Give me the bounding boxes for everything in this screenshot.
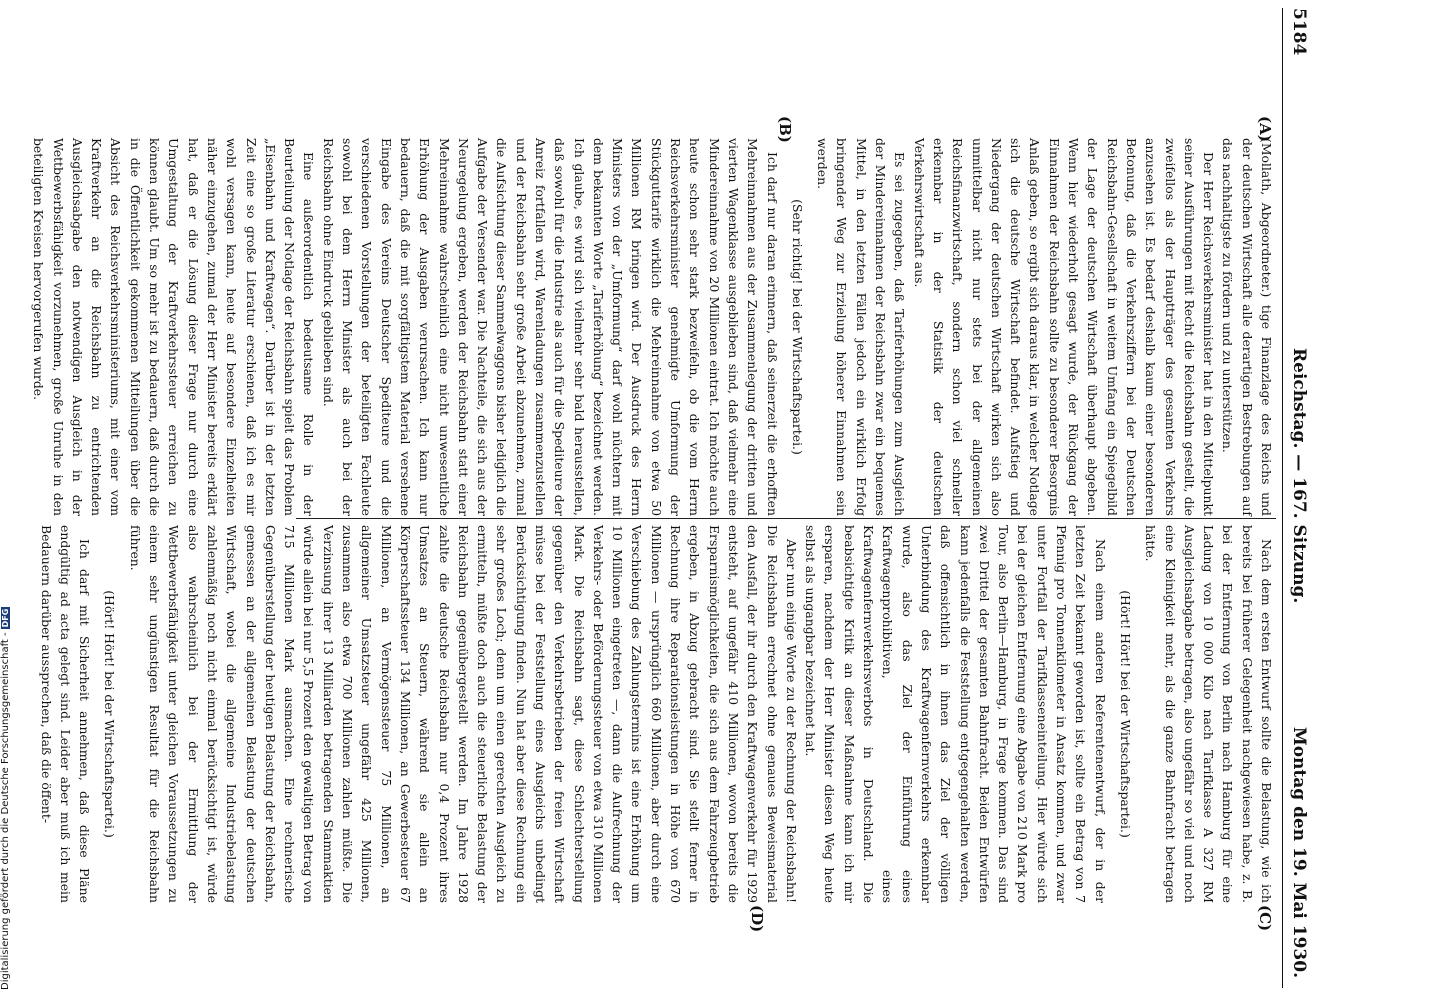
session-date: Montag den 19. Mai 1930.: [1289, 726, 1309, 978]
paragraph: Eine außerordentlich bedeutsame Rolle in der Beurteilung der Notlage der Reichsbahn spielt das Problem „Eisenbahn und Kraftwagen“. Darüber ist in der letzten Zeit eine so große Literatur erschienen, daß ich es mir wohl versagen kann, heute auf besondere Einzelheiten näher einzugehen, zumal der Herr Minister bereits erklärt hat, daß er die Lösung dieser Frage nur durch eine Umgestaltung der Kraftverkehrssteuer erreichen zu können glaubt. Um so mehr ist zu bedauern, daß durch die in die Öffentlichkeit gekommenen Mitteilungen über die Absicht des Reichsverkehrsministeriums, mit einer vom Kraftverkehr an die Reichsbahn zu entrichtenden Ausgleichsabgabe den notwendigen Ausgleich in der Wettbewerbsfähigkeit vorzunehmen, große Unruhe in den beteiligten Kreisen hervorgerufen wurde.: [31, 138, 317, 516]
paragraph: Ich darf mit Sicherheit annehmen, daß diese Pläne endgültig ad acta gelegt sind. Leider aber muß ich mein Bedauern darüber aussprechen, daß die öffent-: [38, 525, 93, 903]
margin-marker-a: (A): [1256, 116, 1274, 142]
column-divider: [296, 518, 1276, 519]
paragraph: Nach einem anderen Referentenentwurf, der in der letzten Zeit bekannt geworden ist, sollte ein Betrag von 7 Pfennig pro Tonnenkilometer in Ansatz kommen, und zwar unter Fortfall der Tarifklasseneinteilung. Hier würde sich bei der gleichen Entfernung eine Abgabe von 210 Mark pro Tour, also Berlin—Hamburg, in Frage kommen. Das sind zwei Drittel der gesamten Bahnfracht. Beiden Entwürfen kann jedenfalls die Feststellung entgegengehalten werden, daß offensichtlich in ihnen das Ziel der völligen Unterbindung des Kraftwagenfernverkehrs erkennbar wurde, also das Ziel der Einführung eines Kraftwagenprohibitiven, eines Kraftwagenfernverkehrsverbots in Deutschland. Die beabsichtigte Kritik an dieser Maßnahme kann ich mir ersparen, nachdem der Herr Minister diesen Weg heute selbst als ungangbar bezeichnet hat.: [803, 525, 1108, 903]
margin-marker-c: (C): [1256, 905, 1274, 932]
page-header: [1282, 8, 1309, 988]
digitization-credit: [0, 590, 11, 990]
margin-marker-d: (D): [748, 905, 766, 933]
dfg-logo: DFG: [1, 608, 10, 628]
left-column: [31, 138, 1276, 516]
credit-text: Digitalisierung gefördert durch die Deutsche Forschungsgemeinschaft -: [0, 632, 11, 990]
margin-marker-b: (B): [776, 116, 794, 143]
paragraph: Nach dem ersten Entwurf sollte die Belastung, wie ich bereits bei früherer Gelegenheit nachgewiesen habe, z. B. bei der Entfernung von Berlin nach Hamburg für eine Ladung von 10 000 Kilo nach Tarifklasse A 327 RM Ausgleichsabgabe betragen, also ungefähr so viel und noch eine Kleinigkeit mehr, als die ganze Bahnfracht betragen hätte.: [1143, 525, 1274, 903]
interjection: (Hört! Hört! bei der Wirtschaftspartei.): [102, 590, 118, 838]
right-column: [38, 525, 1276, 903]
session-title: Reichstag. — 167. Sitzung.: [1289, 348, 1309, 604]
paragraph: (Mollath, Abgeordneter.) tige Finanzlage des Reichs und der deutschen Wirtschaft alle derartigen Bestrebungen auf das nachhaltigste zu fördern und zu unterstützen.: [1220, 138, 1274, 516]
interjection: (Sehr richtig! bei der Wirtschaftspartei.): [789, 199, 805, 455]
interjection: (Hört! Hört! bei der Wirtschaftspartei.): [1117, 590, 1133, 838]
paragraph: Der Herr Reichsverkehrsminister hat in den Mittelpunkt seiner Ausführungen mit Recht die Reichsbahn gestellt, die zweifellos als der Hauptträger des gesamten Verkehrs anzusehen ist. Es bedarf deshalb kaum einer besonderen Betonung, daß die Verkehrsziffern bei der Deutschen Reichsbahn-Gesellschaft in weitem Umfang ein Spiegelbild der Lage der deutschen Wirtschaft überhaupt abgeben. Wenn hier wiederholt gesagt wurde, der Rückgang der Einnahmen der Reichsbahn sollte zu besonderer Besorgnis Anlaß geben, so ergibt sich daraus klar, in welcher Notlage sich die deutsche Wirtschaft befindet. Aufstieg und Niedergang der deutschen Wirtschaft wirken sich also unmittelbar nicht nur stets bei der allgemeinen Reichsfinanzwirtschaft, sondern schon viel schneller erkennbar in der Statistik der deutschen Verkehrswirtschaft aus.: [911, 138, 1217, 516]
paragraph: Es sei zugegeben, daß Tariferhöhungen zum Ausgleich der Mindereinnahmen der Reichsbahn zwar ein bequemes Mittel, in den letzten Fällen jedoch ein wirklich Erfolg bringender Weg zur Erzielung höherer Einnahmen sein werden.: [815, 138, 908, 516]
paragraph: Aber nun einige Worte zu der Rechnung der Reichsbahn! Die Reichsbahn errechnet ohne genaues Beweismaterial den Ausfall, der ihr durch den Kraftwagenverkehr für 1929 entsteht, auf ungefähr 410 Millionen, wovon bereits die Ersparnismöglichkeiten, die sich aus dem Fahrzeugbetrieb ergeben, in Abzug gebracht sind. Sie stellt ferner in Rechnung ihre Reparationsleistungen in Höhe von 670 Millionen — ursprünglich 660 Millionen, aber durch eine Verschiebung des Zahlungstermins ist eine Erhöhung um 10 Millionen eingetreten —, dann die Aufrechnung der Verkehrs- oder Beförderungssteuer von etwa 310 Millionen Mark. Die Reichsbahn sagt, diese Schlechterstellung gegenüber den Verkehrsbetrieben der freien Wirtschaft müsse bei der Feststellung eines Ausgleichs unbedingt Berücksichtigung finden. Nun hat aber diese Rechnung ein sehr großes Loch; denn um einen gerechten Ausgleich zu ermitteln, müßte doch auch die steuerliche Belastung der Reichsbahn gegenübergestellt werden. Im Jahre 1928 zahlte die deutsche Reichsbahn nur 0,4 Prozent ihres Umsatzes an Steuern, während sie allein an Körperschaftssteuer 134 Millionen, an Gewerbesteuer 67 Millionen, an Vermögenssteuer 75 Millionen, an allgemeiner Umsatzsteuer ungefähr 425 Millionen, zusammen also etwa 700 Millionen zahlen müßte. Die Verzinsung ihrer 13 Milliarden betragenden Stammaktien würde allein bei nur 5,5 Prozent den gewaltigen Betrag von 715 Millionen Mark ausmachen. Eine rechnerische Gegenüberstellung der heutigen Belastung der Reichsbahn, gemessen an der allgemeinen Belastung der deutschen Wirtschaft, wobei die allgemeine Industriebelastung zahlenmäßig noch nicht einmal berücksichtigt ist, würde also wahrscheinlich bei der Ermittlung der Wettbewerbsfähigkeit unter gleichen Voraussetzungen zu einem sehr ungünstigen Resultat für die Reichsbahn führen.: [127, 525, 799, 903]
paragraph: Ich darf nur daran erinnern, daß seinerzeit die erhofften Mehreinnahmen aus der Zusammenlegung der dritten und vierten Wagenklasse ausgeblieben sind, daß vielmehr eine Mindereinnahme von 20 Millionen eintrat. Ich möchte auch heute schon sehr stark bezweifeln, ob die vom Herrn Reichsverkehrsminister genehmigte Umformung der Stückguttarife wirklich die Mehreinnahme von etwa 50 Millionen RM bringen wird. Der Ausdruck des Herrn Ministers von der „Umformung“ darf wohl nüchtern mit dem bekannten Worte „Tariferhöhung“ bezeichnet werden. Ich glaube, es wird sich vielmehr sehr bald herausstellen, daß sowohl für die Industrie als auch für die Spediteure der Anreiz fortfallen wird, Warenladungen zusammenzustellen und der Reichsbahn sehr große Arbeit abzunehmen, zumal die Aufsichtung dieser Sammelwaggons bisher lediglich die Aufgabe der Versender war. Die Nachteile, die sich aus der Neuregelung ergeben, werden der Reichsbahn statt einer Mehreinnahme wahrscheinlich eine nicht unwesentliche Erhöhung der Ausgaben verursachen. Ich kann nur bedauern, daß die mit sorgfältigstem Material versehene Eingabe des Vereins Deutscher Spediteure und die verschiedenen Vorstellungen der beteiligten Fachleute sowohl bei dem Herrn Minister als auch bei der Reichsbahn ohne Eindruck geblieben sind.: [320, 138, 780, 516]
page-number: 5184: [1289, 8, 1309, 56]
